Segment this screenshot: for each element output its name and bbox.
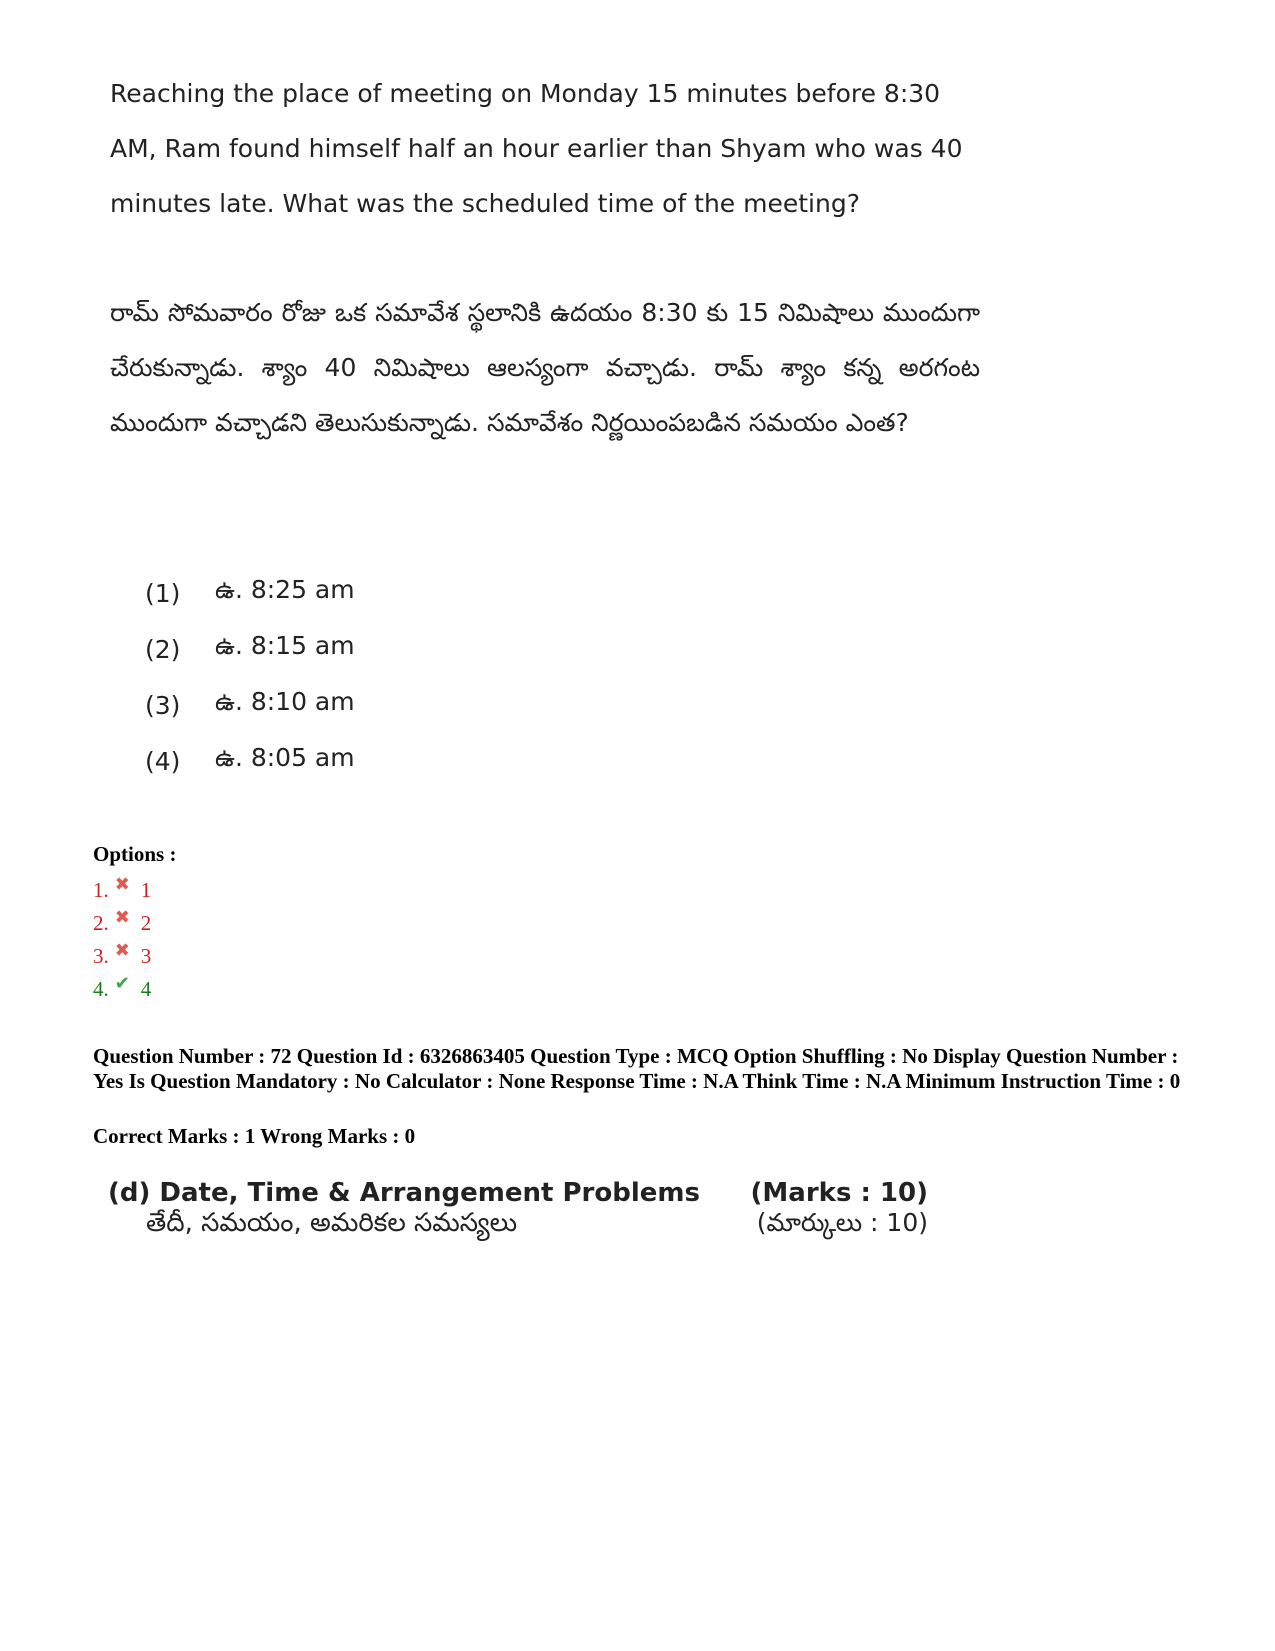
choice-3 [145, 677, 355, 733]
cross-icon: ✖ [114, 940, 130, 960]
question-choices [145, 565, 355, 789]
answer-index: 3. [93, 944, 109, 968]
choice-text: ఉ. 8:25 am [215, 575, 355, 604]
choice-number: (4) [145, 746, 181, 776]
options-label: Options : [93, 842, 177, 866]
answer-index: 1. [93, 878, 109, 902]
answer-option-2 [93, 907, 151, 940]
answer-value: 4 [140, 977, 152, 1001]
choice-2 [145, 621, 355, 677]
section-title: (d) Date, Time & Arrangement Problems [108, 1178, 700, 1208]
choice-4 [145, 733, 355, 789]
answer-value: 3 [140, 944, 152, 968]
choice-text: ఉ. 8:05 am [215, 743, 355, 772]
answer-value: 1 [140, 878, 152, 902]
choice-number: (2) [145, 634, 181, 664]
answer-option-1 [93, 874, 151, 907]
section-header [108, 1178, 928, 1244]
answer-options [93, 874, 151, 1006]
answer-index: 4. [93, 977, 109, 1001]
choice-1 [145, 565, 355, 621]
question-text-english: Reaching the place of meeting on Monday 15 minutes before 8:30 AM, Ram found himself half an hour earlier than Shyam who was 40 minutes late. What was the scheduled time of the meeting? [110, 79, 963, 218]
cross-icon: ✖ [114, 907, 130, 927]
question-metadata: Question Number : 72 Question Id : 6326863405 Question Type : MCQ Option Shuffling : No Display Question Number : Yes Is Question Mandatory : No Calculator : None Response Time : N.A Think Time : N.A Minimum Instruction Time : 0 [93, 1044, 1181, 1093]
choice-text: ఉ. 8:15 am [215, 631, 355, 660]
choice-text: ఉ. 8:10 am [215, 687, 355, 716]
question-text-telugu: రామ్ సోమవారం రోజు ఒక సమావేశ స్థలానికి ఉదయం 8:30 కు 15 నిమిషాలు ముందుగా చేరుకున్నాడు. శ్యాం 40 నిమిషాలు ఆలస్యంగా వచ్చాడు. రామ్ శ్యాం కన్న అరగంట ముందుగా వచ్చాడని తెలుసుకున్నాడు. సమావేశం నిర్ణయింపబడిన సమయం ఎంత? [110, 298, 980, 437]
answer-value: 2 [140, 911, 152, 935]
check-icon: ✔ [114, 973, 130, 993]
choice-number: (3) [145, 690, 181, 720]
section-marks-telugu: (మార్కులు : 10) [756, 1208, 928, 1237]
answer-index: 2. [93, 911, 109, 935]
choice-number: (1) [145, 578, 181, 608]
answer-option-3 [93, 940, 151, 973]
marks-info: Correct Marks : 1 Wrong Marks : 0 [93, 1124, 416, 1148]
cross-icon: ✖ [114, 874, 130, 894]
section-marks: (Marks : 10) [750, 1178, 928, 1208]
answer-option-4 [93, 973, 151, 1006]
section-title-telugu: తేదీ, సమయం, అమరికల సమస్యలు [146, 1208, 518, 1238]
